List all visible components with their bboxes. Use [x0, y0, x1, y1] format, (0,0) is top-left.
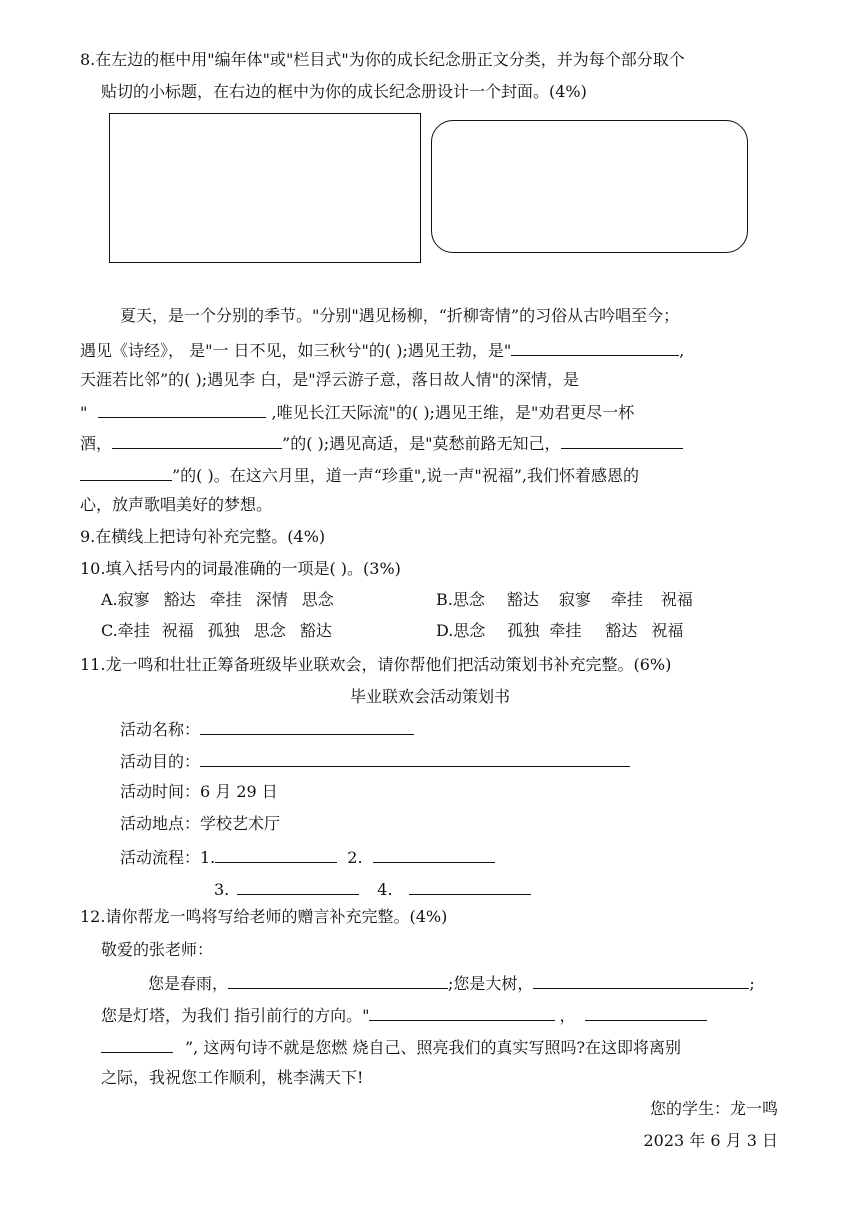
- q10-option-d[interactable]: D.思念 孤独 牵挂 豁达 祝福: [436, 621, 684, 640]
- passage-line2: 遇见《诗经》， 是"一 日不见，如三秋兮"的( );遇见王勃，是" ,: [80, 341, 685, 360]
- passage-line4: " ,唯见长江天际流"的( );遇见王维，是"劝君更尽一杯: [80, 403, 635, 422]
- plan-title: 毕业联欢会活动策划书: [349, 687, 510, 706]
- q10-option-b[interactable]: B.思念 豁达 寂寥 牵挂 祝福: [436, 590, 693, 609]
- passage-line3: 天涯若比邻”的( );遇见李 白，是"浮云游子意，落日故人情"的深情，是: [80, 370, 579, 389]
- activity-purpose-row: 活动目的：: [120, 750, 630, 772]
- farewell-blank-3[interactable]: [369, 1004, 555, 1021]
- passage-line5: 酒， ”的( );遇见高适，是"莫愁前路无知己，: [80, 432, 683, 454]
- farewell-line4: 之际，我祝您工作顺利，桃李满天下!: [101, 1068, 364, 1087]
- activity-flow-row1: 活动流程：1. 2.: [120, 846, 495, 868]
- poem-blank-1[interactable]: [511, 339, 679, 356]
- activity-name-blank[interactable]: [200, 718, 414, 735]
- q8-line1: 8.在左边的框中用"编年体"或"栏目式"为你的成长纪念册正文分类，并为每个部分取个: [80, 50, 685, 69]
- flow-blank-3[interactable]: [237, 878, 359, 895]
- signature: 您的学生：龙一鸣: [649, 1099, 778, 1118]
- farewell-blank-4b[interactable]: [101, 1036, 173, 1053]
- q10-option-a[interactable]: A.寂寥 豁达 牵挂 深情 思念: [101, 590, 334, 609]
- farewell-line3: ”, 这两句诗不就是您燃 烧自己、照亮我们的真实写照吗?在这即将离别: [101, 1036, 681, 1058]
- farewell-line1: 您是春雨， ;您是大树， ;: [148, 974, 755, 993]
- activity-flow-row2: 3. 4.: [214, 878, 531, 900]
- poem-blank-4a[interactable]: [561, 432, 683, 449]
- category-box[interactable]: [109, 113, 421, 263]
- activity-purpose-blank[interactable]: [200, 750, 630, 767]
- poem-blank-4b[interactable]: [80, 464, 172, 481]
- farewell-blank-1[interactable]: [228, 972, 448, 989]
- farewell-blank-4a[interactable]: [585, 1004, 707, 1021]
- q12-stem: 12.请你帮龙一鸣将写给老师的赠言补充完整。(4%): [80, 907, 448, 926]
- farewell-line2: 您是灯塔，为我们 指引前行的方向。" ，: [101, 1004, 707, 1026]
- poem-blank-3[interactable]: [112, 432, 282, 449]
- greeting: 敬爱的张老师：: [101, 940, 214, 959]
- cover-design-box[interactable]: [431, 120, 748, 253]
- q9-stem: 9.在横线上把诗句补充完整。(4%): [80, 527, 326, 546]
- passage-line7: 心，放声歌唱美好的梦想。: [80, 495, 273, 514]
- activity-place: 活动地点：学校艺术厅: [120, 814, 281, 833]
- activity-time: 活动时间：6 月 29 日: [120, 782, 278, 801]
- q10-stem: 10.填入括号内的词最准确的一项是( )。(3%): [80, 559, 401, 578]
- passage-line1: 夏天，是一个分别的季节。"分别"遇见杨柳，“折柳寄情”的习俗从古吟唱至今；: [120, 306, 680, 325]
- letter-date: 2023 年 6 月 3 日: [643, 1131, 778, 1150]
- q8-line2: 贴切的小标题，在右边的框中为你的成长纪念册设计一个封面。(4%): [101, 82, 587, 101]
- flow-blank-2[interactable]: [373, 846, 495, 863]
- farewell-blank-2[interactable]: [533, 972, 749, 989]
- activity-name-row: 活动名称：: [120, 718, 414, 740]
- passage-line6: ”的( )。在这六月里，道一声“珍重",说一声"祝福”,我们怀着感恩的: [80, 464, 639, 486]
- poem-blank-2[interactable]: [98, 401, 266, 418]
- flow-blank-1[interactable]: [215, 846, 337, 863]
- q11-stem: 11.龙一鸣和壮壮正筹备班级毕业联欢会，请你帮他们把活动策划书补充完整。(6%): [80, 655, 672, 674]
- flow-blank-4[interactable]: [409, 878, 531, 895]
- q10-option-c[interactable]: C.牵挂 祝福 孤独 思念 豁达: [101, 621, 332, 640]
